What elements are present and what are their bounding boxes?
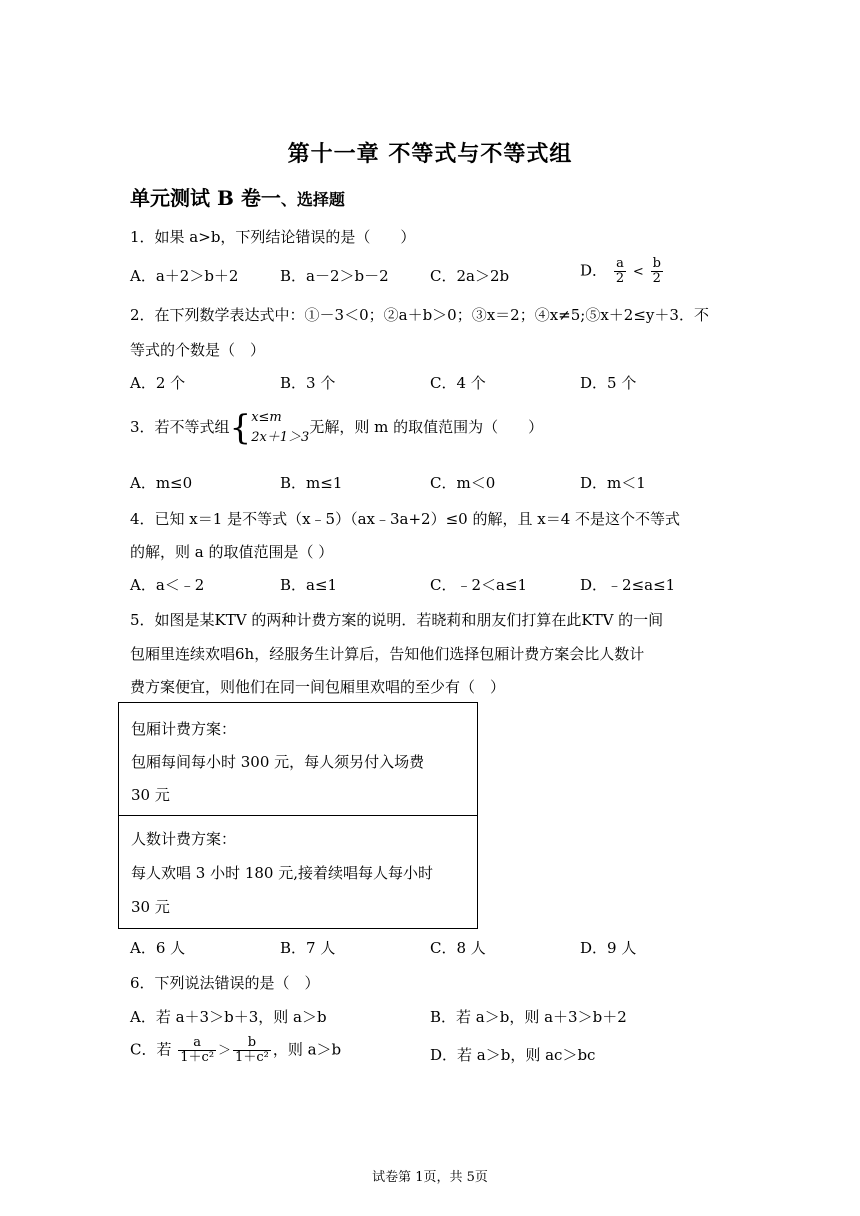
q1-option-d-label: D． bbox=[580, 261, 608, 280]
q4-option-b: B．a≤1 bbox=[280, 576, 338, 594]
q6-option-c-suffix: ，则 a＞b bbox=[272, 1040, 342, 1059]
frac-num: b bbox=[233, 1036, 271, 1051]
system-line2: 2x＋1＞3 bbox=[251, 430, 310, 445]
q3-option-c: C．m＜0 bbox=[430, 474, 496, 492]
frac-den: 1＋c² bbox=[180, 1050, 215, 1065]
system-line1: x≤m bbox=[251, 410, 282, 425]
q3-option-a: A．m≤0 bbox=[130, 474, 193, 492]
room-pricing-box bbox=[118, 702, 478, 816]
q5-stem-line1: 5．如图是某KTV 的两种计费方案的说明．若晓莉和朋友们打算在此KTV 的一间 bbox=[130, 611, 664, 629]
q3-option-d: D．m＜1 bbox=[580, 474, 646, 492]
q6-option-c bbox=[130, 1036, 341, 1065]
frac-den: 1＋c² bbox=[235, 1050, 269, 1065]
frac-den: 2 bbox=[615, 271, 625, 286]
q5-option-c: C．8 人 bbox=[430, 939, 486, 957]
q2-option-c: C．4 个 bbox=[430, 374, 486, 392]
q5-stem-line3: 费方案便宜，则他们在同一间包厢里欢唱的至少有（ ） bbox=[130, 678, 506, 696]
q5-option-d: D．9 人 bbox=[580, 939, 637, 957]
unit-test-label: 单元测试 B 卷一 bbox=[130, 186, 281, 210]
q2-option-d: D．5 个 bbox=[580, 374, 637, 392]
q6-option-b: B．若 a＞b，则 a＋3＞b＋2 bbox=[430, 1008, 627, 1026]
q1-stem: 1．如果 a>b，下列结论错误的是（ ） bbox=[130, 228, 416, 246]
q4-option-a: A．a＜﹣2 bbox=[130, 576, 205, 594]
q5-stem-line2: 包厢里连续欢唱6h，经服务生计算后，告知他们选择包厢计费方案会比人数计 bbox=[130, 645, 645, 663]
page-title: 第十一章 不等式与不等式组 bbox=[287, 141, 573, 167]
q4-stem-line2: 的解，则 a 的取值范围是（ ） bbox=[130, 543, 334, 561]
q3-prefix: 3．若不等式组 bbox=[130, 418, 230, 436]
section-heading bbox=[130, 182, 345, 211]
q1-option-c: C．2a＞2b bbox=[430, 267, 510, 285]
q3-suffix: 无解，则 m 的取值范围为（ ） bbox=[309, 418, 544, 436]
page-footer: 试卷第 1页，共 5页 bbox=[372, 1170, 488, 1185]
q3-stem bbox=[130, 408, 543, 448]
person-pricing-title: 人数计费方案： bbox=[131, 830, 237, 848]
person-pricing-box bbox=[118, 815, 478, 929]
q6-option-a: A．若 a＋3＞b＋3，则 a＞b bbox=[130, 1008, 327, 1026]
section-label: 、选择题 bbox=[280, 190, 345, 209]
q1-option-a: A．a＋2＞b＋2 bbox=[130, 267, 239, 285]
person-pricing-line2: 每人欢唱 3 小时 180 元,接着续唱每人每小时 bbox=[131, 864, 434, 882]
frac-num: a bbox=[178, 1036, 216, 1051]
q3-option-b: B．m≤1 bbox=[280, 474, 343, 492]
q5-option-b: B．7 人 bbox=[280, 939, 336, 957]
q2-option-a: A．2 个 bbox=[130, 374, 186, 392]
q1-option-d bbox=[580, 257, 665, 286]
frac-num: b bbox=[652, 256, 661, 271]
person-pricing-line3: 30 元 bbox=[131, 898, 170, 916]
q4-option-c: C．﹣2＜a≤1 bbox=[430, 576, 528, 594]
frac-operator: ＞ bbox=[218, 1043, 232, 1059]
q2-stem-line1: 2．在下列数学表达式中：①－3＜0；②a＋b＞0；③x＝2；④x≠5;⑤x＋2≤y＋3．不 bbox=[130, 306, 709, 324]
q6-option-d: D．若 a＞b，则 ac＞bc bbox=[430, 1046, 596, 1064]
q2-option-b: B．3 个 bbox=[280, 374, 336, 392]
room-pricing-title: 包厢计费方案： bbox=[131, 720, 237, 738]
frac-num: a bbox=[614, 257, 626, 272]
q6-option-c-prefix: C．若 bbox=[130, 1040, 172, 1059]
room-pricing-line3: 30 元 bbox=[131, 786, 170, 804]
q4-stem-line1: 4．已知 x＝1 是不等式（x﹣5）（ax﹣3a+2）≤0 的解，且 x＝4 不是这个不等式 bbox=[130, 510, 681, 528]
room-pricing-line2: 包厢每间每小时 300 元，每人须另付入场费 bbox=[131, 753, 425, 771]
brace-icon: { bbox=[229, 408, 252, 448]
q5-option-a: A．6 人 bbox=[130, 939, 186, 957]
frac-operator: < bbox=[632, 264, 644, 280]
q2-stem-line2: 等式的个数是（ ） bbox=[130, 341, 266, 359]
q6-stem: 6．下列说法错误的是（ ） bbox=[130, 974, 320, 992]
inequality-system bbox=[251, 408, 309, 448]
q4-option-d: D．﹣2≤a≤1 bbox=[580, 576, 676, 594]
frac-den: 2 bbox=[652, 271, 661, 286]
q1-option-b: B．a－2＞b－2 bbox=[280, 267, 389, 285]
